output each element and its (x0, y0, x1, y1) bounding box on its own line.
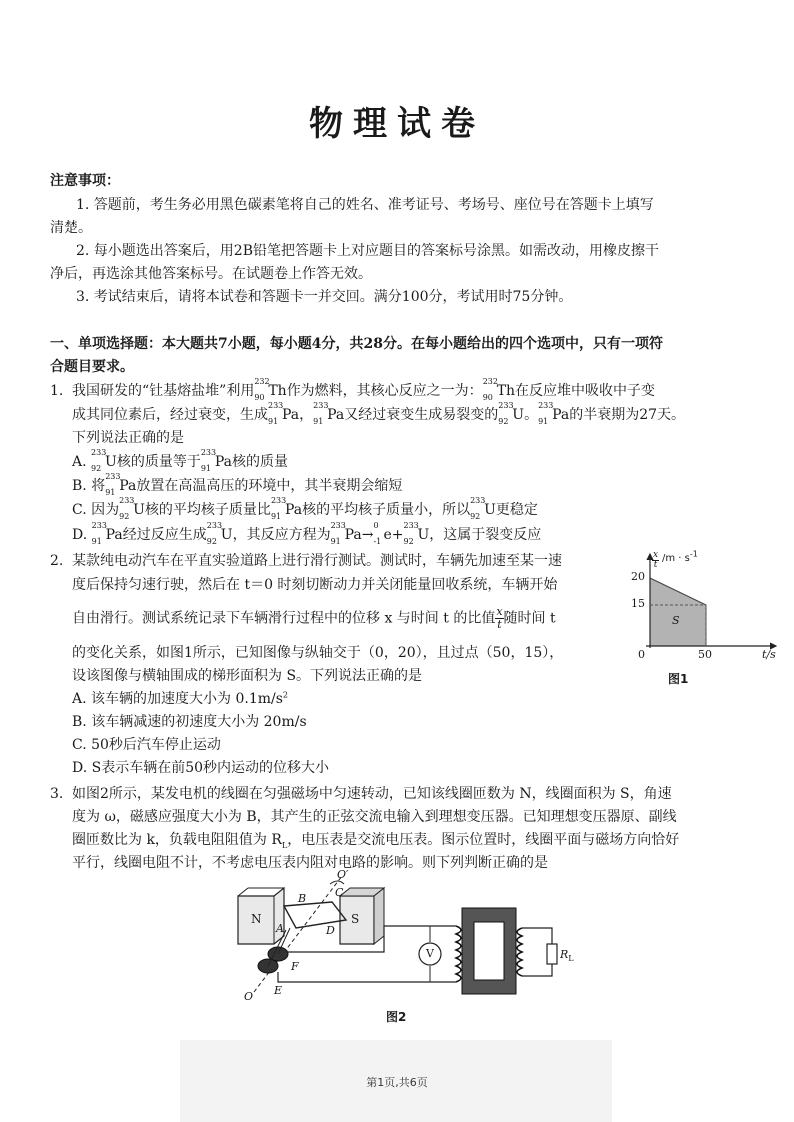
question-2-line-1: 2. 某款纯电动汽车在平直实验道路上进行滑行测试。测试时，车辆先加速至某一速 (50, 550, 562, 572)
question-2-line-4: 的变化关系，如图1所示，已知图像与纵轴交于（0，20），且过点（50，15）， (72, 645, 564, 661)
nuclide-th232: 232 90 Th (254, 377, 287, 402)
figure-2-generator-circuit (234, 868, 574, 1028)
x-axis-label: t/s (762, 648, 776, 661)
figure-1-caption: 图1 (668, 672, 689, 686)
nuclide-u233: 233 92 U (498, 401, 525, 426)
notice-item-1-cont: 清楚。 (50, 220, 92, 236)
section-heading-cont: 合题目要求。 (50, 359, 134, 375)
question-number: 3. (50, 786, 64, 802)
page-title: 物理试卷 (309, 104, 485, 144)
option-2d: D. S表示车辆在前50秒内运动的位移大小 (72, 760, 330, 776)
label-c: C (335, 886, 344, 899)
option-1c: C. 因为 233 92 U核的平均核子质量比 233 91 Pa核的平均核子质量小，所以 233 92 U更稳定 (72, 496, 538, 521)
resistor-label: $R_L$ (560, 948, 574, 964)
trapezoid-area (650, 578, 706, 646)
option-2b: B. 该车辆减速的初速度大小为 20m/s (72, 714, 307, 730)
option-1a: A. 233 92 U核的质量等于 233 91 Pa核的质量 (72, 448, 288, 473)
nuclide-pa233: 233 91 Pa (313, 401, 345, 426)
voltmeter-label: V (426, 947, 434, 960)
tick-20: 20 (631, 570, 645, 583)
notice-item-2: 2. 每小题选出答案后，用2B铅笔把答题卡上对应题目的答案标号涂黑。如需改动，用橡皮擦干 (76, 243, 660, 259)
nuclide-th232: 232 90 Th (482, 377, 516, 402)
figure-1-graph: $\frac{x}{t}$ $/m \cdot s^{-1}$ 20 15 0 50 t/s S (631, 549, 776, 661)
question-1-line-3: 下列说法正确的是 (72, 430, 184, 446)
question-2-line-2: 度后保持匀速行驶，然后在 t＝0 时刻切断动力并关闭能量回收系统，车辆开始 (72, 577, 558, 593)
label-s: S (351, 912, 360, 926)
question-1-line-2: 成其同位素后，经过衰变，生成 233 91 Pa， 233 91 Pa又经过衰变生成易裂变的 233 92 U。 233 91 Pa的半衰期为27天。 (72, 401, 686, 426)
notice-item-2-cont: 净后，再选涂其他答案标号。在试题卷上作答无效。 (50, 266, 372, 282)
nuclide-pa233: 233 91 Pa (268, 401, 300, 426)
question-3-line-4: 平行，线圈电阻不计，不考虑电压表内阻对电路的影响。则下列判断正确的是 (72, 855, 548, 871)
area-label: S (672, 614, 680, 627)
label-f: F (291, 960, 299, 973)
label-b: B (298, 892, 307, 905)
tick-0: 0 (638, 648, 645, 661)
label-o: O (244, 990, 254, 1003)
question-2-line-5: 设该图像与横轴围成的梯形面积为 S。下列说法正确的是 (72, 668, 423, 684)
notice-heading: 注意事项： (50, 173, 120, 189)
option-2a: A. 该车辆的加速度大小为 $0.1m/s^2$ (72, 690, 288, 707)
label-n: N (251, 912, 262, 926)
question-3-line-1: 3. 如图2所示，某发电机的线圈在匀强磁场中匀速转动，已知该线圈匝数为 N，线圈面积为 S，角速 (50, 783, 672, 805)
y-axis-label: $/m \cdot s^{-1}$ (662, 549, 698, 564)
label-o-prime: O′ (337, 868, 349, 881)
option-1d: D. 233 91 Pa经过反应生成 233 92 U，其反应方程为 233 91 Pa→ 0 -1 e+ 233 92 U，这属于裂变反应 (72, 521, 542, 546)
tick-15: 15 (631, 597, 645, 610)
question-3-line-2: 度为 ω，磁感应强度大小为 B，其产生的正弦交流电输入到理想变压器。已知理想变压器原、副线 (72, 809, 677, 825)
load-resistor (547, 944, 557, 964)
label-d: D (326, 924, 335, 937)
question-1-line-1: 1. 我国研发的“钍基熔盐堆”利用 232 90 Th作为燃料，其核心反应之一为： 232 90 Th在反应堆中吸收中子变 (50, 377, 656, 402)
option-2c: C. 50秒后汽车停止运动 (72, 737, 221, 753)
question-2-line-3: 自由滑行。测试系统记录下车辆滑行过程中的位移 x 与时间 t 的比值 $\frac{x}{t}$ 随时间 t (72, 605, 556, 631)
notice-item-1: 1. 答题前，考生务必用黑色碳素笔将自己的姓名、准考证号、考场号、座位号在答题卡上填写 (76, 197, 654, 213)
figure-2-caption: 图2 (386, 1010, 407, 1024)
coil (284, 902, 346, 928)
question-3-line-3: 圈匝数比为 k，负载电阻阻值为 $R_L$，电压表是交流电压表。图示位置时，线圈平面与磁场方向恰好 (72, 832, 680, 850)
label-a: A (276, 922, 284, 935)
tick-50: 50 (698, 648, 712, 661)
section-heading: 一、单项选择题：本大题共7小题，每小题4分，共28分。在每小题给出的四个选项中，只有一项符 (50, 336, 663, 352)
label-e: E (274, 984, 283, 997)
question-number: 1. (50, 383, 64, 399)
fraction-x-over-t: $\frac{x}{t}$ (496, 605, 503, 631)
nuclide-pa233: 233 91 Pa (538, 401, 570, 426)
notice-item-3: 3. 考试结束后，请将本试卷和答题卡一并交回。满分100分，考试用时75分钟。 (76, 289, 573, 305)
page-number: 第1页,共6页 (366, 1076, 428, 1089)
question-number: 2. (50, 553, 64, 569)
option-1b: B. 将 233 91 Pa放置在高温高压的环境中，其半衰期会缩短 (72, 472, 403, 497)
